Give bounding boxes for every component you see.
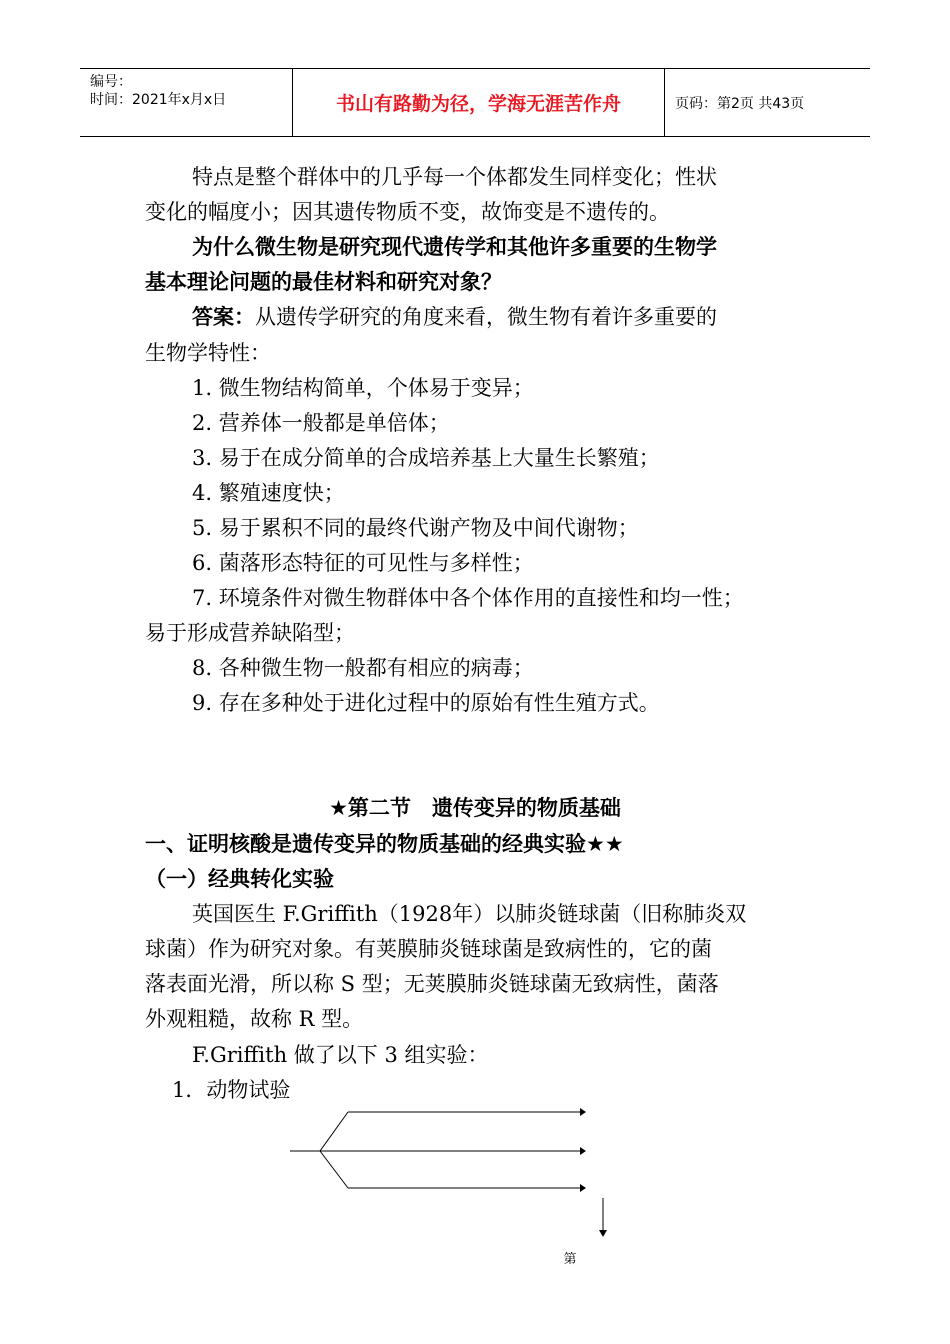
list-item: 5. 易于累积不同的最终代谢产物及中间代谢物； xyxy=(192,516,639,540)
number-label: 编号： xyxy=(90,74,132,90)
paragraph-line: 球菌）作为研究对象。有荚膜肺炎链球菌是致病性的，它的菌 xyxy=(145,937,712,961)
answer-text: 从遗传学研究的角度来看，微生物有着许多重要的 xyxy=(255,305,717,329)
list-item: 1. 微生物结构简单，个体易于变异； xyxy=(192,376,534,400)
heading-1: 一、证明核酸是遗传变异的物质基础的经典实验★★ xyxy=(145,832,624,856)
header-left-cell xyxy=(80,69,293,136)
subheading: 1．动物试验 xyxy=(172,1078,291,1102)
time-label: 时间：2021年x月x日 xyxy=(90,92,227,108)
answer-line xyxy=(192,302,717,332)
list-item: 7. 环境条件对微生物群体中各个体作用的直接性和均一性； xyxy=(192,586,744,610)
list-item: 6. 菌落形态特征的可见性与多样性； xyxy=(192,551,534,575)
paragraph-line: 外观粗糙，故称 R 型。 xyxy=(145,1007,364,1031)
paragraph-line: 特点是整个群体中的几乎每一个体都发生同样变化；性状 xyxy=(192,165,717,189)
heading-2: （一）经典转化实验 xyxy=(145,867,334,891)
footer-page: 第 xyxy=(563,1252,577,1267)
list-item: 2. 营养体一般都是单倍体； xyxy=(192,411,450,435)
branch-down xyxy=(320,1151,348,1188)
paragraph-line: F.Griffith 做了以下 3 组实验： xyxy=(192,1043,489,1067)
arrow-head-down xyxy=(599,1230,607,1237)
paragraph-line: 变化的幅度小；因其遗传物质不变，故饰变是不遗传的。 xyxy=(145,200,670,224)
experiment-flow-diagram xyxy=(280,1100,620,1240)
motto: 书山有路勤为径，学海无涯苦作舟 xyxy=(293,69,665,136)
list-item: 8. 各种微生物一般都有相应的病毒； xyxy=(192,656,534,680)
header-table xyxy=(80,68,870,137)
question-line: 为什么微生物是研究现代遗传学和其他许多重要的生物学 xyxy=(192,235,717,259)
paragraph-line: 落表面光滑，所以称 S 型；无荚膜肺炎链球菌无致病性，菌落 xyxy=(145,972,719,996)
section-title: ★第二节 遗传变异的物质基础 xyxy=(329,796,621,820)
list-item: 4. 繁殖速度快； xyxy=(192,481,345,505)
answer-line: 生物学特性： xyxy=(145,341,271,365)
list-item: 9. 存在多种处于进化过程中的原始有性生殖方式。 xyxy=(192,691,660,715)
list-item: 3. 易于在成分简单的合成培养基上大量生长繁殖； xyxy=(192,446,660,470)
arrow-head-2 xyxy=(580,1147,586,1155)
arrow-head-3 xyxy=(580,1184,586,1192)
question-line: 基本理论问题的最佳材料和研究对象？ xyxy=(145,270,502,294)
paragraph-line: 英国医生 F.Griffith（1928年）以肺炎链球菌（旧称肺炎双 xyxy=(192,902,747,926)
branch-up xyxy=(320,1112,348,1151)
page-info: 页码：第2页 共43页 xyxy=(675,95,805,112)
list-item-continued: 易于形成营养缺陷型； xyxy=(145,621,355,645)
answer-label: 答案： xyxy=(192,305,255,329)
arrow-head-1 xyxy=(580,1108,586,1116)
